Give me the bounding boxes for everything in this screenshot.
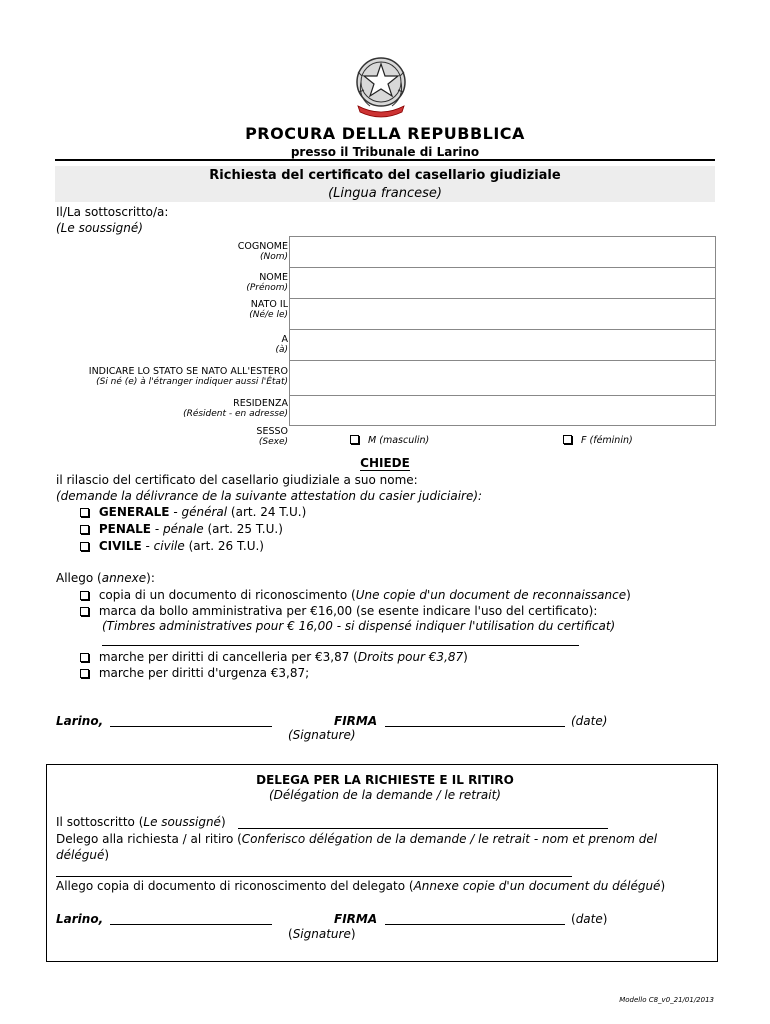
divider bbox=[55, 159, 715, 161]
delegato-line[interactable] bbox=[56, 876, 572, 877]
sottoscritto-line[interactable] bbox=[238, 828, 608, 829]
checkbox-icon[interactable] bbox=[80, 508, 89, 517]
delega-line-allego: Allego copia di documento di riconoscimento del delegato (Annexe copie d'un document du délégué) bbox=[56, 879, 666, 893]
field-label-residenza: RESIDENZA (Résident - en adresse) bbox=[183, 398, 288, 419]
personal-data-grid bbox=[289, 236, 716, 426]
place-label: Larino, bbox=[56, 714, 104, 728]
checkbox-icon[interactable] bbox=[80, 591, 89, 600]
nome-input[interactable] bbox=[290, 268, 715, 299]
checkbox-icon[interactable] bbox=[563, 435, 572, 444]
emblem-icon bbox=[350, 52, 412, 118]
signature-label: (Signature) bbox=[288, 927, 356, 941]
sex-option-male[interactable]: M (masculin) bbox=[350, 435, 429, 446]
checkbox-icon[interactable] bbox=[350, 435, 359, 444]
field-label-nome: NOME (Prénom) bbox=[246, 272, 288, 293]
delega-title: DELEGA PER LA RICHIESTE E IL RITIRO bbox=[256, 773, 514, 787]
allego-label: Allego (annexe): bbox=[56, 571, 155, 585]
allego-item-urgenza[interactable]: marche per diritti d'urgenza €3,87; bbox=[80, 665, 309, 681]
date-label: (date) bbox=[571, 912, 608, 926]
checkbox-icon[interactable] bbox=[80, 542, 89, 551]
delega-subtitle: (Délégation de la demande / le retrait) bbox=[269, 788, 501, 802]
allego-item-marca-bollo-fr: (Timbres administratives pour € 16,00 - si dispensé indiquer l'utilisation du certificat) bbox=[102, 619, 616, 633]
chiede-heading: CHIEDE bbox=[360, 456, 410, 470]
chiede-line-fr: (demande la délivrance de la suivante attestation du casier judiciaire): bbox=[56, 489, 483, 503]
request-title: Richiesta del certificato del casellario giudiziale bbox=[209, 168, 561, 183]
place-date-line[interactable] bbox=[110, 924, 272, 925]
field-label-a: A (à) bbox=[275, 334, 288, 355]
firma-label: FIRMA bbox=[334, 714, 378, 728]
page-title: PROCURA DELLA REPUBBLICA bbox=[245, 124, 525, 143]
checkbox-icon[interactable] bbox=[80, 653, 89, 662]
allego-item-documento[interactable]: copia di un documento di riconoscimento (Une copie d'un document de reconnaissance) bbox=[80, 587, 631, 603]
date-label: (date) bbox=[571, 714, 608, 728]
firma-label: FIRMA bbox=[334, 912, 378, 926]
place-label: Larino, bbox=[56, 912, 104, 926]
undersigned-label: Il/La sottoscritto/a: bbox=[56, 205, 169, 219]
cognome-input[interactable] bbox=[290, 237, 715, 268]
allego-item-cancelleria[interactable]: marche per diritti di cancelleria per €3,87 (Droits pour €3,87) bbox=[80, 649, 468, 665]
blank-line[interactable] bbox=[102, 645, 579, 646]
a-input[interactable] bbox=[290, 330, 715, 361]
request-subtitle: (Lingua francese) bbox=[328, 186, 442, 201]
option-penale[interactable]: PENALE - pénale (art. 25 T.U.) bbox=[80, 521, 283, 537]
checkbox-icon[interactable] bbox=[80, 525, 89, 534]
stato-input[interactable] bbox=[290, 361, 715, 396]
firma-line[interactable] bbox=[385, 726, 565, 727]
checkbox-icon[interactable] bbox=[80, 607, 89, 616]
place-date-line[interactable] bbox=[110, 726, 272, 727]
option-civile[interactable]: CIVILE - civile (art. 26 T.U.) bbox=[80, 538, 264, 554]
delega-line-delego: Delego alla richiesta / al ritiro (Conferisco délégation de la demande / le retrait - nom et prenom del bbox=[56, 832, 658, 846]
chiede-line: il rilascio del certificato del casellario giudiziale a suo nome: bbox=[56, 473, 418, 487]
field-label-cognome: COGNOME (Nom) bbox=[237, 241, 288, 262]
field-label-stato: INDICARE LO STATO SE NATO ALL'ESTERO (Si né (e) à l'étranger indiquer aussi l'État) bbox=[88, 366, 288, 387]
residenza-input[interactable] bbox=[290, 396, 715, 426]
sex-option-female[interactable]: F (féminin) bbox=[563, 435, 633, 446]
field-label-sesso: SESSO (Sexe) bbox=[256, 426, 288, 447]
delega-line-delegue: délégué) bbox=[56, 848, 110, 862]
checkbox-icon[interactable] bbox=[80, 669, 89, 678]
delega-line-sottoscritto: Il sottoscritto (Le soussigné) bbox=[56, 815, 226, 829]
field-label-nato-il: NATO IL (Né/e le) bbox=[249, 299, 288, 320]
firma-line[interactable] bbox=[385, 924, 565, 925]
undersigned-label-fr: (Le soussigné) bbox=[56, 221, 143, 235]
page-subtitle: presso il Tribunale di Larino bbox=[290, 145, 480, 159]
allego-item-marca-bollo[interactable]: marca da bollo amministrativa per €16,00 (se esente indicare l'uso del certificato): bbox=[80, 603, 597, 619]
footer-code: Modello C8_v0_21/01/2013 bbox=[619, 996, 714, 1004]
option-generale[interactable]: GENERALE - général (art. 24 T.U.) bbox=[80, 504, 306, 520]
signature-label: (Signature) bbox=[288, 728, 356, 742]
nato-il-input[interactable] bbox=[290, 299, 715, 330]
